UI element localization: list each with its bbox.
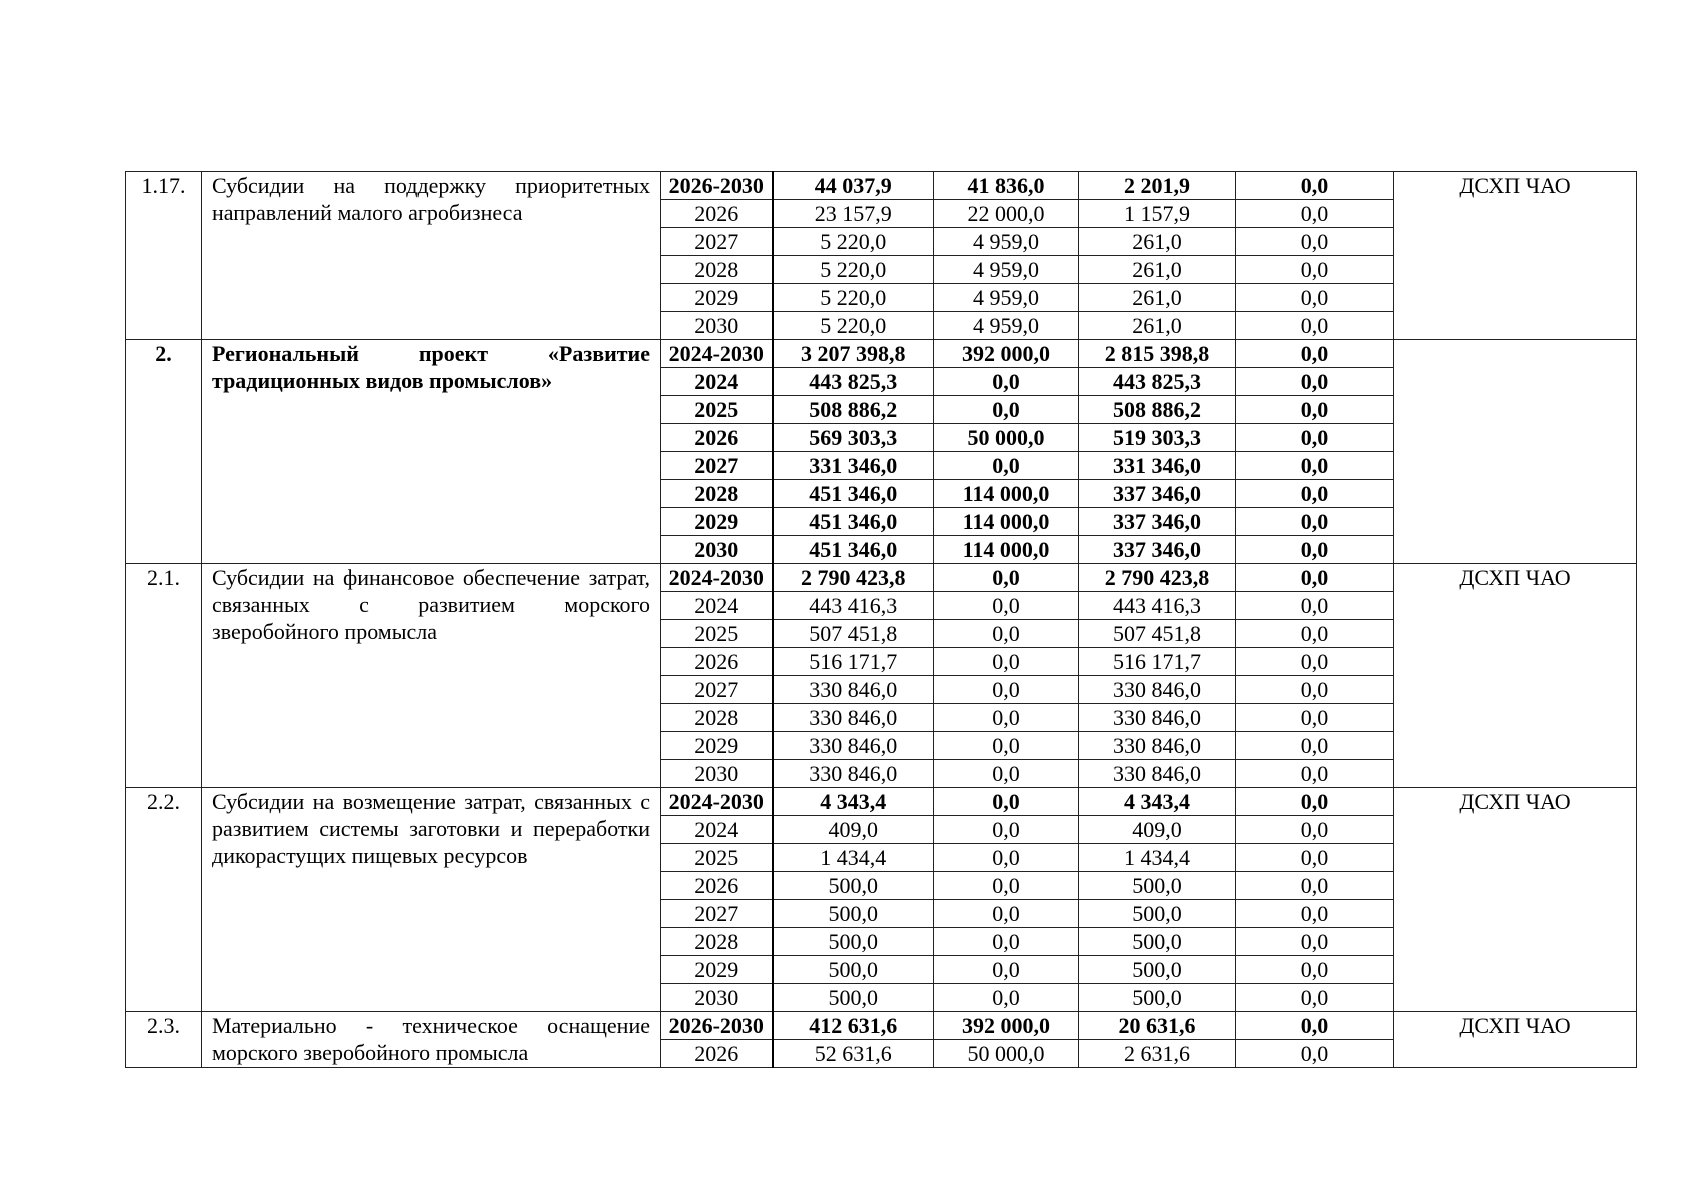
item-number: 1.17. [126,172,202,340]
section-total-row [126,788,1637,816]
regional-budget-cell: 2 201,9 [1079,172,1236,200]
period-cell: 2025 [661,620,773,648]
regional-budget-cell: 500,0 [1079,956,1236,984]
regional-budget-cell: 20 631,6 [1079,1012,1236,1040]
regional-budget-cell: 330 846,0 [1079,760,1236,788]
federal-budget-cell: 0,0 [934,816,1079,844]
other-sources-cell: 0,0 [1236,284,1394,312]
regional-budget-cell: 500,0 [1079,900,1236,928]
total-amount-cell: 443 825,3 [773,368,934,396]
period-cell: 2030 [661,312,773,340]
federal-budget-cell: 4 959,0 [934,312,1079,340]
item-number: 2. [126,340,202,564]
regional-budget-cell: 261,0 [1079,256,1236,284]
federal-budget-cell: 4 959,0 [934,228,1079,256]
federal-budget-cell: 0,0 [934,452,1079,480]
regional-budget-cell: 508 886,2 [1079,396,1236,424]
total-amount-cell: 330 846,0 [773,676,934,704]
period-cell: 2026 [661,1040,773,1068]
total-amount-cell: 500,0 [773,956,934,984]
federal-budget-cell: 114 000,0 [934,508,1079,536]
item-number: 2.2. [126,788,202,1012]
federal-budget-cell: 4 959,0 [934,256,1079,284]
period-cell: 2027 [661,676,773,704]
federal-budget-cell: 0,0 [934,872,1079,900]
regional-budget-cell: 2 790 423,8 [1079,564,1236,592]
total-amount-cell: 5 220,0 [773,284,934,312]
regional-budget-cell: 519 303,3 [1079,424,1236,452]
federal-budget-cell: 0,0 [934,788,1079,816]
federal-budget-cell: 0,0 [934,760,1079,788]
total-amount-cell: 3 207 398,8 [773,340,934,368]
total-amount-cell: 500,0 [773,872,934,900]
item-number: 2.1. [126,564,202,788]
period-cell: 2028 [661,256,773,284]
regional-budget-cell: 330 846,0 [1079,704,1236,732]
period-cell: 2029 [661,732,773,760]
total-amount-cell: 500,0 [773,984,934,1012]
total-amount-cell: 500,0 [773,928,934,956]
section-total-row [126,340,1637,368]
period-cell: 2024-2030 [661,564,773,592]
federal-budget-cell: 4 959,0 [934,284,1079,312]
federal-budget-cell: 392 000,0 [934,340,1079,368]
other-sources-cell: 0,0 [1236,620,1394,648]
other-sources-cell: 0,0 [1236,368,1394,396]
federal-budget-cell: 0,0 [934,620,1079,648]
total-amount-cell: 1 434,4 [773,844,934,872]
federal-budget-cell: 0,0 [934,368,1079,396]
period-cell: 2024 [661,368,773,396]
item-name: Региональный проект «Развитие традиционных видов промыслов» [202,340,661,564]
regional-budget-cell: 330 846,0 [1079,676,1236,704]
federal-budget-cell: 0,0 [934,844,1079,872]
other-sources-cell: 0,0 [1236,984,1394,1012]
total-amount-cell: 443 416,3 [773,592,934,620]
federal-budget-cell: 50 000,0 [934,1040,1079,1068]
regional-budget-cell: 261,0 [1079,312,1236,340]
regional-budget-cell: 261,0 [1079,284,1236,312]
federal-budget-cell: 0,0 [934,648,1079,676]
total-amount-cell: 5 220,0 [773,228,934,256]
period-cell: 2026 [661,872,773,900]
section-total-row [126,1012,1637,1040]
regional-budget-cell: 337 346,0 [1079,480,1236,508]
regional-budget-cell: 261,0 [1079,228,1236,256]
regional-budget-cell: 500,0 [1079,984,1236,1012]
period-cell: 2026 [661,200,773,228]
period-cell: 2030 [661,536,773,564]
total-amount-cell: 412 631,6 [773,1012,934,1040]
total-amount-cell: 330 846,0 [773,760,934,788]
period-cell: 2025 [661,396,773,424]
total-amount-cell: 44 037,9 [773,172,934,200]
total-amount-cell: 451 346,0 [773,480,934,508]
other-sources-cell: 0,0 [1236,396,1394,424]
federal-budget-cell: 0,0 [934,592,1079,620]
federal-budget-cell: 0,0 [934,676,1079,704]
other-sources-cell: 0,0 [1236,648,1394,676]
period-cell: 2030 [661,984,773,1012]
regional-budget-cell: 337 346,0 [1079,508,1236,536]
other-sources-cell: 0,0 [1236,480,1394,508]
other-sources-cell: 0,0 [1236,424,1394,452]
period-cell: 2024-2030 [661,788,773,816]
regional-budget-cell: 1 157,9 [1079,200,1236,228]
period-cell: 2027 [661,900,773,928]
total-amount-cell: 451 346,0 [773,508,934,536]
other-sources-cell: 0,0 [1236,256,1394,284]
budget-table [125,171,1637,1068]
federal-budget-cell: 0,0 [934,396,1079,424]
other-sources-cell: 0,0 [1236,844,1394,872]
total-amount-cell: 330 846,0 [773,704,934,732]
total-amount-cell: 5 220,0 [773,312,934,340]
regional-budget-cell: 500,0 [1079,872,1236,900]
other-sources-cell: 0,0 [1236,592,1394,620]
federal-budget-cell: 41 836,0 [934,172,1079,200]
item-name: Материально - техническое оснащение морского зверобойного промысла [202,1012,661,1068]
total-amount-cell: 409,0 [773,816,934,844]
period-cell: 2024 [661,816,773,844]
other-sources-cell: 0,0 [1236,536,1394,564]
federal-budget-cell: 0,0 [934,732,1079,760]
other-sources-cell: 0,0 [1236,900,1394,928]
item-name: Субсидии на поддержку приоритетных направлений малого агробизнеса [202,172,661,340]
total-amount-cell: 331 346,0 [773,452,934,480]
regional-budget-cell: 443 416,3 [1079,592,1236,620]
other-sources-cell: 0,0 [1236,452,1394,480]
federal-budget-cell: 0,0 [934,984,1079,1012]
other-sources-cell: 0,0 [1236,676,1394,704]
total-amount-cell: 507 451,8 [773,620,934,648]
item-name: Субсидии на возмещение затрат, связанных с развитием системы заготовки и переработки дикорастущих пищевых ресурсов [202,788,661,1012]
total-amount-cell: 5 220,0 [773,256,934,284]
total-amount-cell: 4 343,4 [773,788,934,816]
federal-budget-cell: 0,0 [934,928,1079,956]
budget-table-body [126,172,1637,1068]
other-sources-cell: 0,0 [1236,732,1394,760]
period-cell: 2028 [661,480,773,508]
total-amount-cell: 330 846,0 [773,732,934,760]
period-cell: 2027 [661,228,773,256]
executor-cell: ДСХП ЧАО [1394,788,1637,1012]
other-sources-cell: 0,0 [1236,956,1394,984]
period-cell: 2024 [661,592,773,620]
federal-budget-cell: 22 000,0 [934,200,1079,228]
other-sources-cell: 0,0 [1236,340,1394,368]
federal-budget-cell: 392 000,0 [934,1012,1079,1040]
regional-budget-cell: 443 825,3 [1079,368,1236,396]
federal-budget-cell: 0,0 [934,956,1079,984]
federal-budget-cell: 114 000,0 [934,536,1079,564]
period-cell: 2029 [661,508,773,536]
other-sources-cell: 0,0 [1236,816,1394,844]
total-amount-cell: 508 886,2 [773,396,934,424]
period-cell: 2026-2030 [661,172,773,200]
federal-budget-cell: 0,0 [934,704,1079,732]
period-cell: 2026-2030 [661,1012,773,1040]
total-amount-cell: 451 346,0 [773,536,934,564]
regional-budget-cell: 1 434,4 [1079,844,1236,872]
total-amount-cell: 500,0 [773,900,934,928]
other-sources-cell: 0,0 [1236,704,1394,732]
period-cell: 2024-2030 [661,340,773,368]
federal-budget-cell: 114 000,0 [934,480,1079,508]
federal-budget-cell: 0,0 [934,900,1079,928]
regional-budget-cell: 4 343,4 [1079,788,1236,816]
regional-budget-cell: 2 815 398,8 [1079,340,1236,368]
period-cell: 2025 [661,844,773,872]
item-number: 2.3. [126,1012,202,1068]
executor-cell: ДСХП ЧАО [1394,1012,1637,1068]
other-sources-cell: 0,0 [1236,788,1394,816]
period-cell: 2030 [661,760,773,788]
other-sources-cell: 0,0 [1236,1040,1394,1068]
executor-cell: ДСХП ЧАО [1394,172,1637,340]
total-amount-cell: 569 303,3 [773,424,934,452]
regional-budget-cell: 331 346,0 [1079,452,1236,480]
executor-cell [1394,340,1637,564]
regional-budget-cell: 409,0 [1079,816,1236,844]
executor-cell: ДСХП ЧАО [1394,564,1637,788]
section-total-row [126,172,1637,200]
regional-budget-cell: 2 631,6 [1079,1040,1236,1068]
period-cell: 2029 [661,284,773,312]
section-total-row [126,564,1637,592]
period-cell: 2026 [661,424,773,452]
other-sources-cell: 0,0 [1236,508,1394,536]
regional-budget-cell: 337 346,0 [1079,536,1236,564]
regional-budget-cell: 500,0 [1079,928,1236,956]
period-cell: 2028 [661,704,773,732]
other-sources-cell: 0,0 [1236,228,1394,256]
period-cell: 2029 [661,956,773,984]
other-sources-cell: 0,0 [1236,872,1394,900]
other-sources-cell: 0,0 [1236,172,1394,200]
regional-budget-cell: 507 451,8 [1079,620,1236,648]
period-cell: 2026 [661,648,773,676]
federal-budget-cell: 50 000,0 [934,424,1079,452]
period-cell: 2027 [661,452,773,480]
other-sources-cell: 0,0 [1236,928,1394,956]
total-amount-cell: 52 631,6 [773,1040,934,1068]
regional-budget-cell: 330 846,0 [1079,732,1236,760]
other-sources-cell: 0,0 [1236,1012,1394,1040]
other-sources-cell: 0,0 [1236,564,1394,592]
regional-budget-cell: 516 171,7 [1079,648,1236,676]
other-sources-cell: 0,0 [1236,312,1394,340]
federal-budget-cell: 0,0 [934,564,1079,592]
item-name: Субсидии на финансовое обеспечение затрат, связанных с развитием морского зверобойного промысла [202,564,661,788]
total-amount-cell: 516 171,7 [773,648,934,676]
other-sources-cell: 0,0 [1236,200,1394,228]
other-sources-cell: 0,0 [1236,760,1394,788]
total-amount-cell: 23 157,9 [773,200,934,228]
total-amount-cell: 2 790 423,8 [773,564,934,592]
period-cell: 2028 [661,928,773,956]
